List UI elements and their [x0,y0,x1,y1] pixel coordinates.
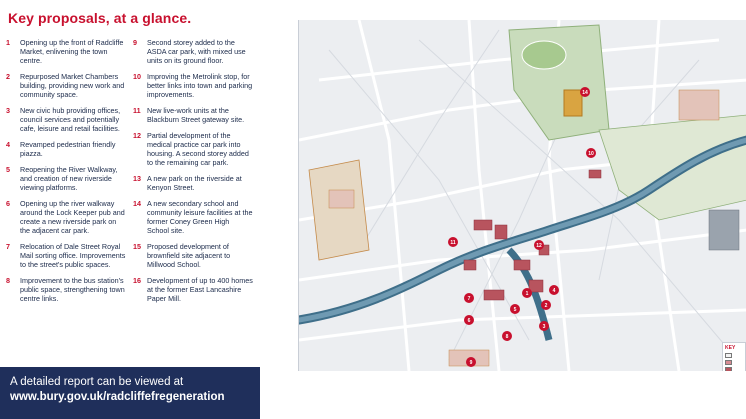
proposal-item [6,72,146,99]
map-marker-label: 1 [525,291,529,297]
map-marker-label: 3 [542,324,546,330]
proposal-text: Improvement to the bus station's public space, strengthening town centre links. [20,276,125,303]
proposal-number: 12 [133,131,141,140]
proposal-item [133,106,273,124]
key-swatch [725,367,732,371]
proposal-number: 10 [133,72,141,81]
proposal-text: Second storey added to the ASDA car park, with mixed use units on its ground floor. [147,38,246,65]
regeneration-map [298,20,746,371]
map-marker-label: 4 [552,288,556,294]
proposal-item [6,199,146,235]
map-marker-label: 8 [505,334,509,340]
proposal-number: 7 [6,242,10,251]
page-title: Key proposals, at a glance. [8,10,192,26]
map-marker-label: 11 [450,240,456,246]
proposal-number: 14 [133,199,141,208]
key-swatch [725,360,732,365]
map-marker-label: 10 [588,151,594,157]
proposal-item [6,140,146,158]
proposal-item [133,199,273,235]
report-banner [0,367,260,419]
school-building [564,90,582,116]
proposal-number: 3 [6,106,10,115]
development-site-west [309,160,369,260]
proposal-text: A new secondary school and community leisure facilities at the former Coney Green High School site. [147,199,253,235]
map-marker-label: 7 [467,296,471,302]
proposal-number: 5 [6,165,10,174]
proposal-item [6,276,146,303]
map-key [722,342,746,371]
proposal-item [6,165,146,192]
proposal-text: New civic hub providing offices, council services and potentially cafe, leisure and retail facilities. [20,106,121,133]
proposal-text: Reopening the River Walkway, and creation of new riverside viewing platforms. [20,165,118,192]
proposal-text: New live-work units at the Blackburn Street gateway site. [147,106,245,124]
proposal-text: Repurposed Market Chambers building, providing new work and community space. [20,72,125,99]
proposal-text: Development of up to 400 homes at the former East Lancashire Paper Mill. [147,276,253,303]
proposal-item [133,242,273,269]
proposal-number: 9 [133,38,137,47]
proposals-column-left [6,38,146,310]
proposal-item [6,106,146,133]
proposal-item [6,38,146,65]
report-link[interactable]: www.bury.gov.uk/radcliffefregeneration [10,391,225,403]
map-marker-label: 2 [544,303,548,309]
proposal-number: 2 [6,72,10,81]
proposal-text: Partial development of the medical practice car park into housing. A second storey added to the remaining car park. [147,131,249,167]
proposal-number: 1 [6,38,10,47]
proposal-number: 15 [133,242,141,251]
sports-field [522,41,566,69]
map-key-title: KEY [725,345,736,351]
proposal-number: 16 [133,276,141,285]
proposal-item [133,174,273,192]
proposal-number: 13 [133,174,141,183]
proposal-text: Proposed development of brownfield site adjacent to Millwood School. [147,242,231,269]
map-marker-label: 6 [467,318,471,324]
proposal-text: A new park on the riverside at Kenyon Street. [147,174,242,192]
proposal-text: Relocation of Dale Street Royal Mail sorting office. Improvements to the street's public spaces. [20,242,126,269]
map-marker-label: 14 [582,90,588,96]
proposal-text: Improving the Metrolink stop, for better links into town and parking improvements. [147,72,253,99]
key-swatch [725,353,732,358]
proposal-text: Opening up the front of Radcliffe Market, enlivening the town centre. [20,38,124,65]
proposal-number: 8 [6,276,10,285]
map-marker-label: 12 [536,243,542,249]
map-marker-label: 5 [513,307,517,313]
proposal-number: 4 [6,140,10,149]
proposal-item [133,131,273,167]
proposals-column-right [133,38,273,310]
proposal-text: Opening up the river walkway around the Lock Keeper pub and create a new riverside park on the adjacent car park. [20,199,125,235]
proposal-item [133,38,273,65]
proposal-item [6,242,146,269]
proposal-item [133,276,273,303]
large-building [709,210,739,250]
proposal-number: 11 [133,106,141,115]
map-illustration [299,20,746,371]
proposal-text: Revamped pedestrian friendly piazza. [20,140,116,158]
map-marker-label: 9 [469,360,473,366]
banner-text: A detailed report can be viewed at [10,376,184,388]
proposal-number: 6 [6,199,10,208]
proposal-item [133,72,273,99]
